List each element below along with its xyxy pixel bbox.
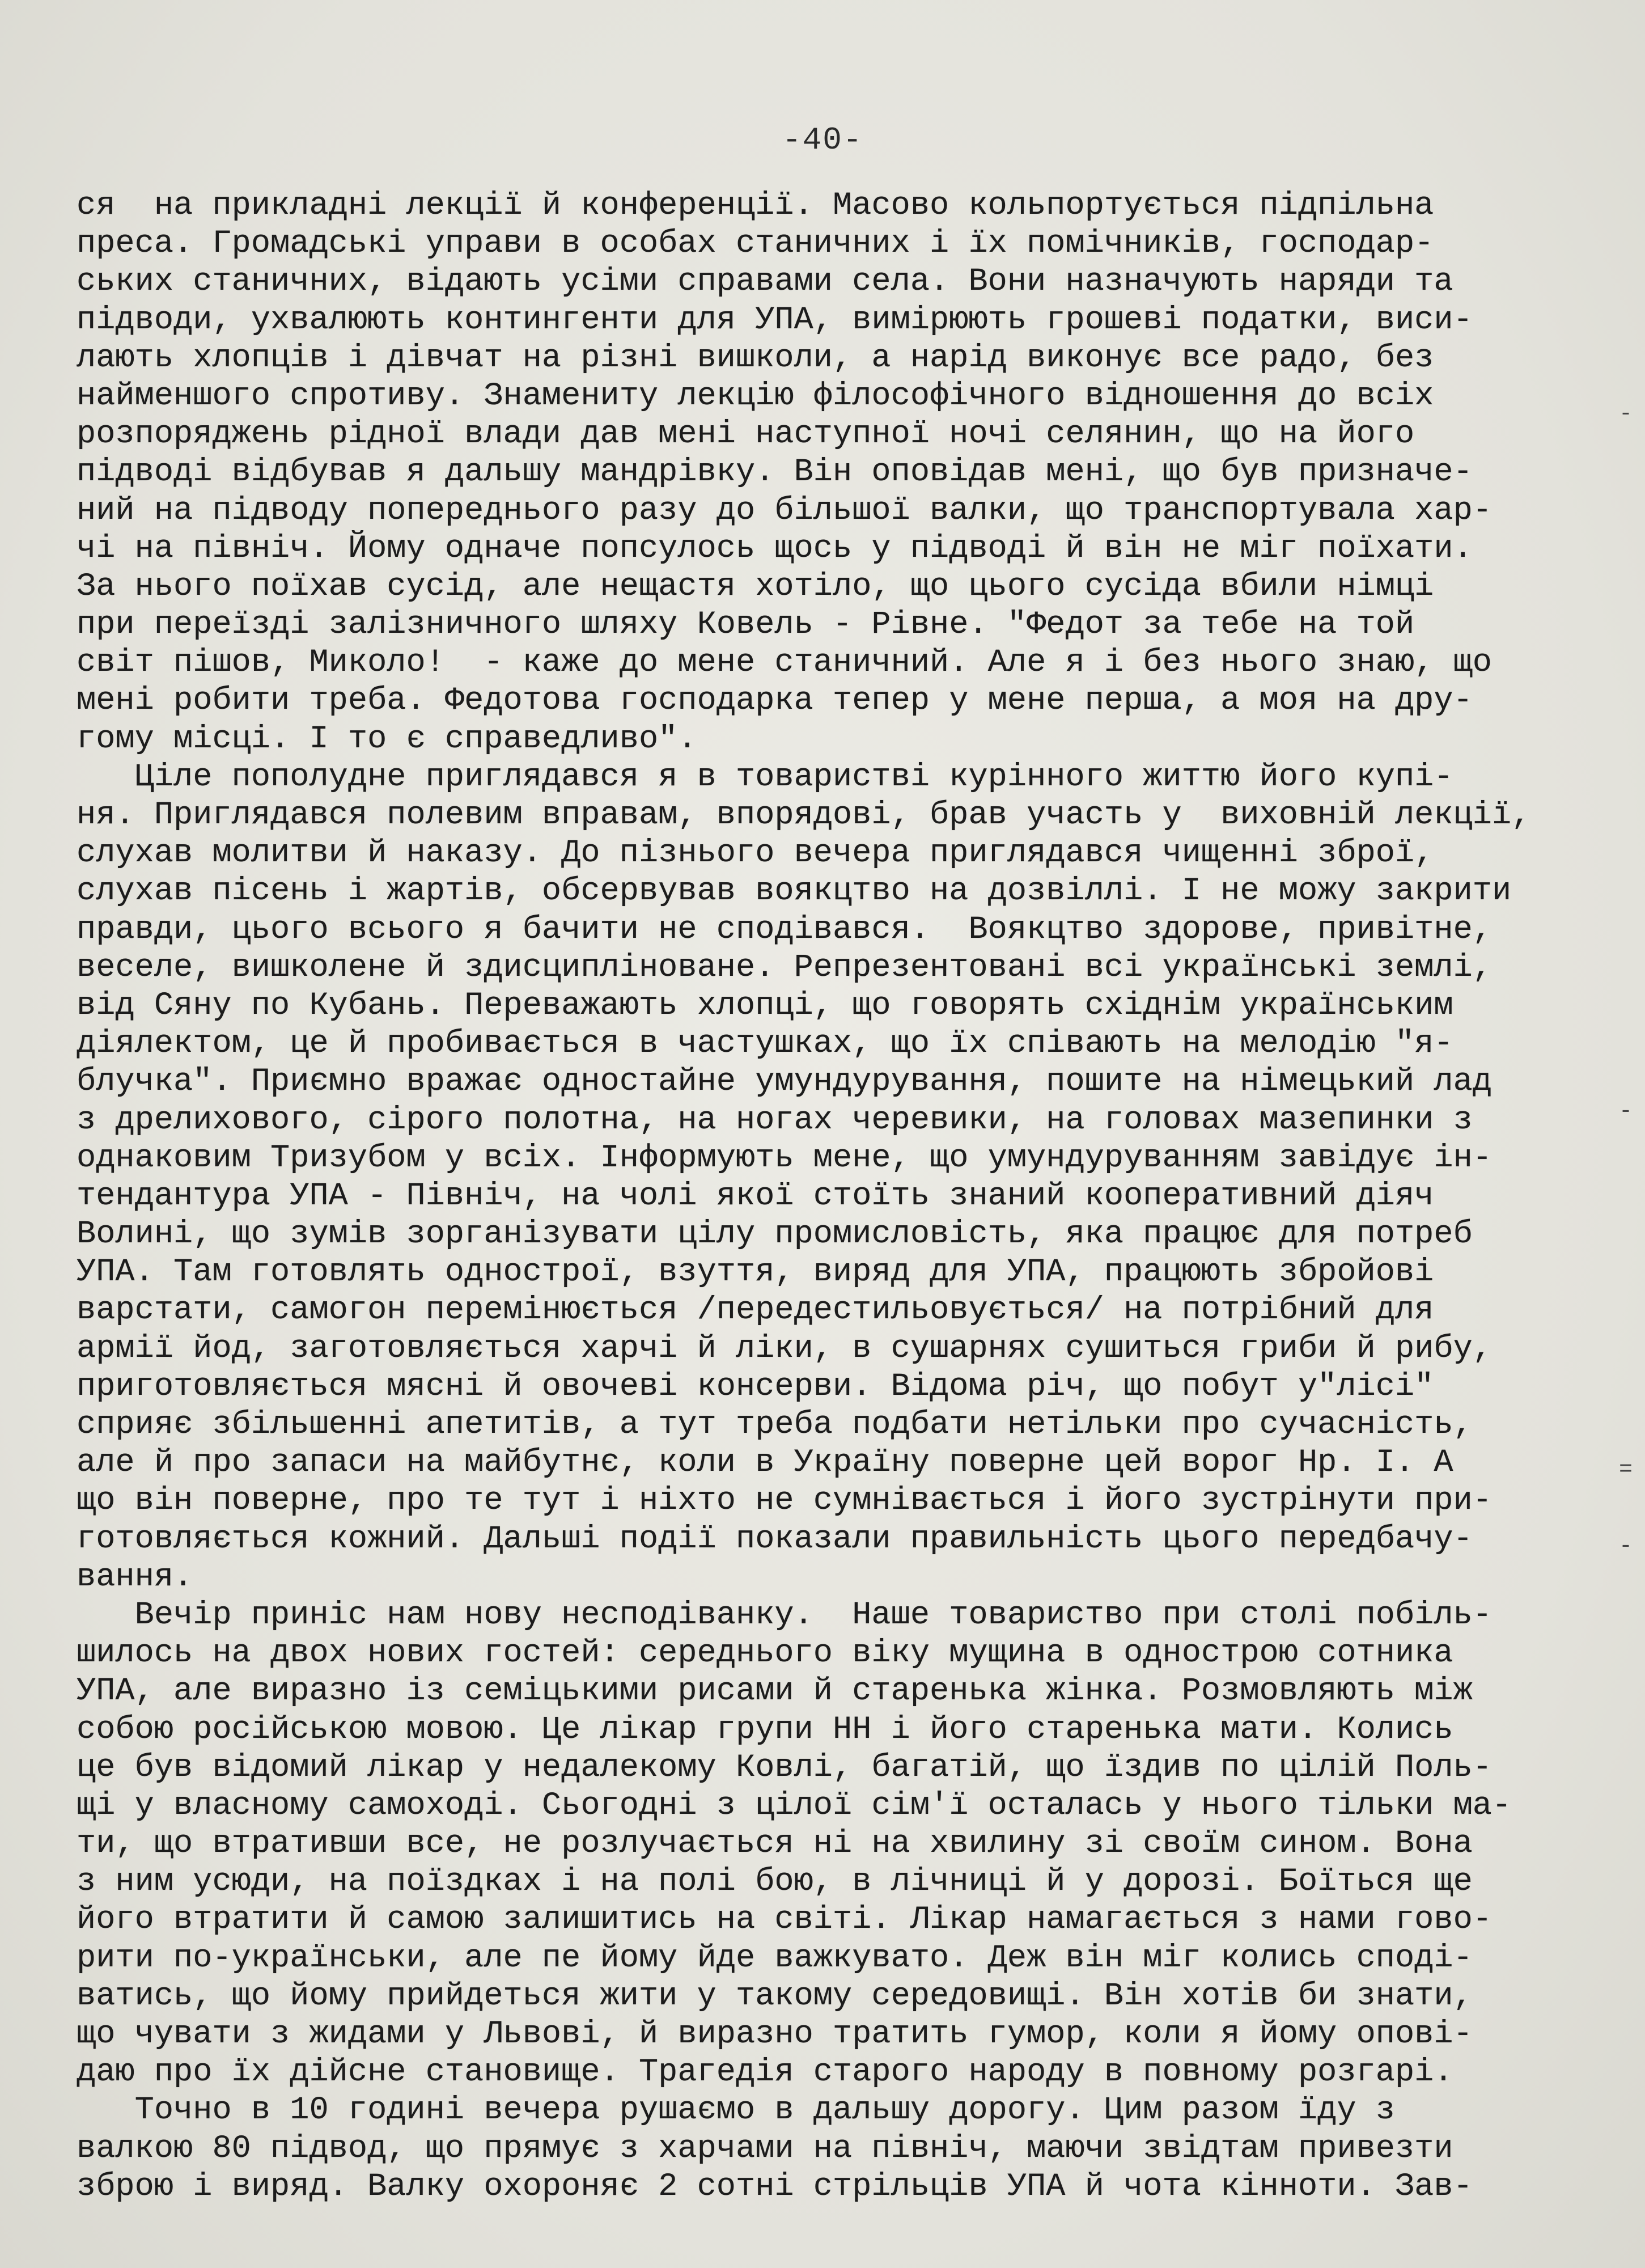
text-line: підводі відбував я дальшу мандрівку. Він оповідав мені, що був призначе- [77,454,1473,491]
text-line: ватись, що йому прийдеться жити у такому середовищі. Він хотів би знати, [77,1978,1473,2015]
text-line: даю про їх дійсне становище. Трагедія старого народу в повному розгарі. [77,2054,1453,2091]
text-line: від Сяну по Кубань. Переважають хлопці, що говорять східнім українським [77,987,1453,1024]
text-line: світ пішов, Миколо! - каже до мене станичний. Але я і без нього знаю, що [77,645,1493,682]
text-line: рити по-українськи, але пе йому йде важкувато. Деж він міг колись споді- [77,1940,1473,1977]
text-line: діялектом, це й пробивається в частушках, що їх співають на мелодію "я- [77,1026,1453,1063]
margin-mark: - [1618,1534,1633,1559]
text-line: собою російською мовою. Це лікар групи НН і його старенька мати. Колись [77,1711,1453,1748]
text-line: щі у власному самоході. Сьогодні з цілої сім'ї осталась у нього тільки ма- [77,1787,1512,1824]
text-line: але й про запаси на майбутнє, коли в Україну поверне цей ворог Нр. І. А [77,1445,1453,1482]
text-line: готовляється кожний. Дальші події показали правильність цього передбачу- [77,1521,1473,1558]
text-line: розпоряджень рідної влади дав мені наступної ночі селянин, що на його [77,416,1415,453]
text-line: зброю і виряд. Валку охороняє 2 сотні стрільців УПА й чота кінноти. Зав- [77,2168,1473,2205]
text-line: гому місці. І то є справедливо". [77,721,697,758]
text-line: ня. Приглядався полевим вправам, впорядові, брав участь у виховній лекції, [77,797,1531,833]
text-line: ських станичних, відають усіми справами села. Вони назначують наряди та [77,264,1453,301]
text-line: мені робити треба. Федотова господарка тепер у мене перша, а моя на дру- [77,683,1473,720]
margin-mark: - [1618,1099,1633,1124]
text-line: УПА, але виразно із семіцькими рисами й старенька жінка. Розмовляють між [77,1673,1473,1710]
text-line: вання. [77,1559,193,1596]
text-line: армії йод, заготовляється харчі й ліки, в сушарнях сушиться гриби й рибу, [77,1330,1493,1367]
text-line: За нього поїхав сусід, але нещастя хотіло, що цього сусіда вбили німці [77,568,1434,605]
text-line: ся на прикладні лекції й конференції. Масово кольпортується підпільна [77,188,1434,224]
text-line: Волині, що зумів зорганізувати цілу промисловість, яка працює для потреб [77,1216,1473,1253]
text-line: правди, цього всього я бачити не сподівався. Воякцтво здорове, привітне, [77,911,1493,948]
margin-mark: = [1618,1457,1633,1483]
text-line: УПА. Там готовлять однострої, взуття, виряд для УПА, працюють збройові [77,1254,1434,1291]
text-line: це був відомий лікар у недалекому Ковлі, багатій, що їздив по цілій Поль- [77,1749,1493,1786]
text-line: лають хлопців і дівчат на різні вишколи, а нарід виконує все радо, без [77,340,1434,376]
text-line: приготовляється мясні й овочеві консерви. Відома річ, що побут у"лісі" [77,1368,1434,1405]
text-line: однаковим Тризубом у всіх. Інформують мене, що умундуруванням завідує ін- [77,1140,1493,1177]
text-line: при переїзді залізничного шляху Ковель - Рівне. "Федот за тебе на той [77,607,1415,644]
text-line: валкою 80 підвод, що прямує з харчами на північ, маючи звідтам привезти [77,2130,1453,2167]
text-line: Точно в 10 годині вечера рушаємо в дальшу дорогу. Цим разом їду з [77,2092,1395,2129]
text-line: з дрелихового, сірого полотна, на ногах черевики, на головах мазепинки з [77,1102,1473,1139]
text-line: Вечір приніс нам нову несподіванку. Наше товариство при столі побіль- [77,1597,1493,1634]
text-line: чі на північ. Йому одначе попсулось щось у підводі й він не міг поїхати. [77,530,1473,567]
text-line: варстати, самогон перемінюється /передестильовується/ на потрібний для [77,1292,1434,1329]
text-line: ний на підводу попереднього разу до більшої валки, що транспортувала хар- [77,492,1493,529]
text-line: преса. Громадські управи в особах станичних і їх помічників, господар- [77,226,1434,263]
text-line: тендантура УПА - Північ, на чолі якої стоїть знаний кооперативний діяч [77,1178,1434,1215]
text-line: з ним усюди, на поїздках і на полі бою, в лічниці й у дорозі. Боїться ще [77,1864,1473,1901]
text-line: сприяє збільшенні апетитів, а тут треба подбати нетільки про сучасність, [77,1407,1473,1443]
body-text [77,187,1596,2206]
text-line: що чувати з жидами у Львові, й виразно тратить гумор, коли я йому опові- [77,2016,1473,2053]
text-line: шилось на двох нових гостей: середнього віку мущина в однострою сотника [77,1635,1453,1672]
margin-mark: - [1618,401,1633,427]
text-line: Ціле пополудне приглядався я в товаристві курінного життю його купі- [77,759,1453,796]
text-line: веселе, вишколене й здисципліноване. Репрезентовані всі українські землі, [77,949,1493,986]
text-line: підводи, ухвалюють контингенти для УПА, вимірюють грошеві податки, виси- [77,302,1473,338]
text-line: що він поверне, про те тут і ніхто не сумнівається і його зустрінути при- [77,1483,1493,1520]
text-line: слухав пісень і жартів, обсервував воякцтво на дозвіллі. І не можу закрити [77,873,1512,910]
text-line: його втратити й самою залишитись на світі. Лікар намагається з нами гово- [77,1902,1493,1939]
page-number: -40- [782,122,863,158]
text-line: ти, що втративши все, не розлучається ні на хвилину зі своїм сином. Вона [77,1826,1473,1863]
text-line: блучка". Приємно вражає одностайне умундурування, пошите на німецький лад [77,1064,1493,1101]
text-line: слухав молитви й наказу. До пізнього вечера приглядався чищенні зброї, [77,835,1434,872]
text-line: найменшого спротиву. Знамениту лекцію філософічного відношення до всіх [77,378,1434,414]
